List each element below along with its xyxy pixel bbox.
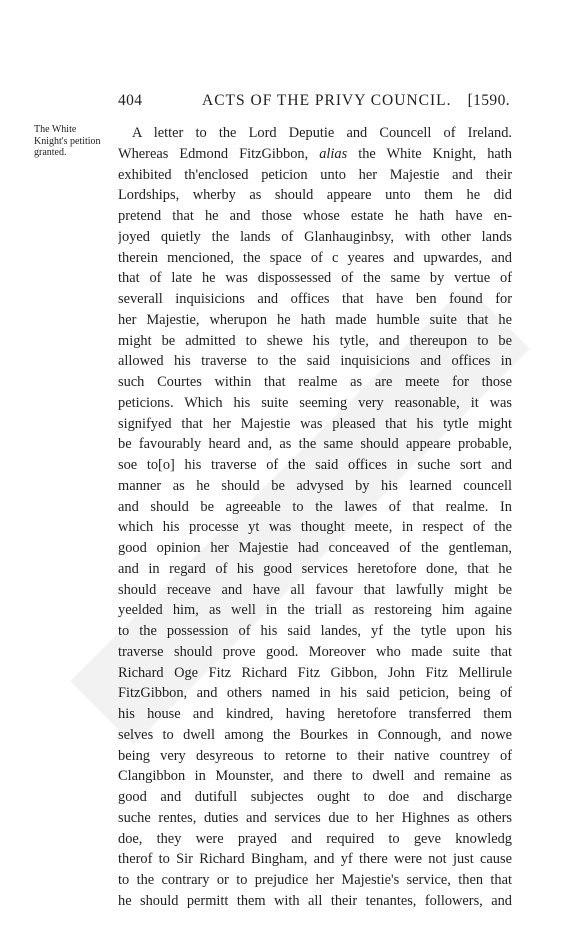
text-line: to the possession of his said landes, yf the tytle upon his [118, 623, 512, 639]
text-line: therein mencioned, the space of c yeares and upwardes, and [118, 249, 512, 266]
text-line: joyed quietly the lands of Glanhauginbsy, with other lands [118, 228, 512, 245]
text-line: which his processe yt was thought meete, in respect of the [118, 519, 512, 536]
text-line: FitzGibbon, and others named in his said peticion, being of [118, 685, 512, 702]
text-line: his house and kindred, having heretofore transferred them [118, 706, 512, 722]
text-line: he should permitt them with all their tenantes, followers, and [118, 892, 512, 909]
text-line: and should be agreeable to the lawes of that realme. In [118, 498, 512, 515]
text-line: soe to[o] his traverse of the said offices in suche sort and [118, 457, 512, 473]
text-line: peticions. Which his suite seeming very reasonable, it was [118, 394, 512, 411]
text-line: yeelded him, as well in the triall as restoreing him againe [118, 602, 512, 619]
text-line: that of late he was dispossessed of the same by vertue of [118, 270, 512, 287]
text-line: be favourably heard and, as the same should appeare probable, [118, 436, 512, 453]
text-line: signifyed that her Majestie was pleased that his tytle might [118, 415, 512, 432]
text-line: Lordships, wherby as should appeare unto them he did [118, 187, 512, 204]
text-line: her Majestie, wherupon he hath made humble suite that he [118, 311, 512, 328]
header-year: [1590. [467, 92, 510, 109]
running-title: ACTS OF THE PRIVY COUNCIL. [202, 92, 452, 109]
text-line: Whereas Edmond FitzGibbon, alias the White Knight, hath [118, 145, 512, 162]
text-line: being very desyreous to retorne to their native countrey of [118, 747, 512, 764]
italic-word: alias [319, 145, 348, 162]
text-line: such Courtes within that realme as are meete for those [118, 374, 512, 390]
text-line: manner as he should be advysed by his learned councell [118, 477, 512, 494]
text-line: doe, they were prayed and required to geve knowledg [118, 830, 512, 847]
text-line: good opinion her Majestie had conceaved of the gentleman, [118, 540, 512, 556]
text-line: selves to dwell among the Bourkes in Connough, and nowe [118, 726, 512, 743]
text-line: to the contrary or to prejudice her Majestie's service, then that [118, 872, 512, 888]
text-line: should receave and have all favour that lawfully might be [118, 581, 512, 598]
text-line: A letter to the Lord Deputie and Councell of Ireland. [132, 125, 512, 141]
text-line: traverse should prove good. Moreover who made suite that [118, 643, 512, 660]
text-line: Richard Oge Fitz Richard Fitz Gibbon, John Fitz Mellirule [118, 664, 512, 681]
text-line: good and dutifull subjectes ought to doe and discharge [118, 789, 512, 805]
page-number: 404 [118, 92, 143, 109]
running-head [118, 92, 510, 112]
text-line: therof to Sir Richard Bingham, and yf there were not just cause [118, 851, 512, 868]
text-line: might be admitted to shewe his tytle, and thereupon to be [118, 332, 512, 349]
text-line: severall inquisicions and offices that have ben found for [118, 291, 512, 307]
text-line: allowed his traverse to the said inquisicions and offices in [118, 353, 512, 370]
text-line: exhibited th'enclosed peticion unto her Majestie and their [118, 166, 512, 183]
body-text [118, 123, 512, 912]
text-line: Clangibbon in Mounster, and there to dwell and remaine as [118, 768, 512, 785]
text-line: pretend that he and those whose estate he hath have en- [118, 208, 512, 224]
margin-note: The White Knight's petition granted. [34, 124, 101, 158]
text-line: and in regard of his good services heretofore done, that he [118, 560, 512, 577]
text-line: suche rentes, duties and services due to her Highnes as others [118, 809, 512, 826]
